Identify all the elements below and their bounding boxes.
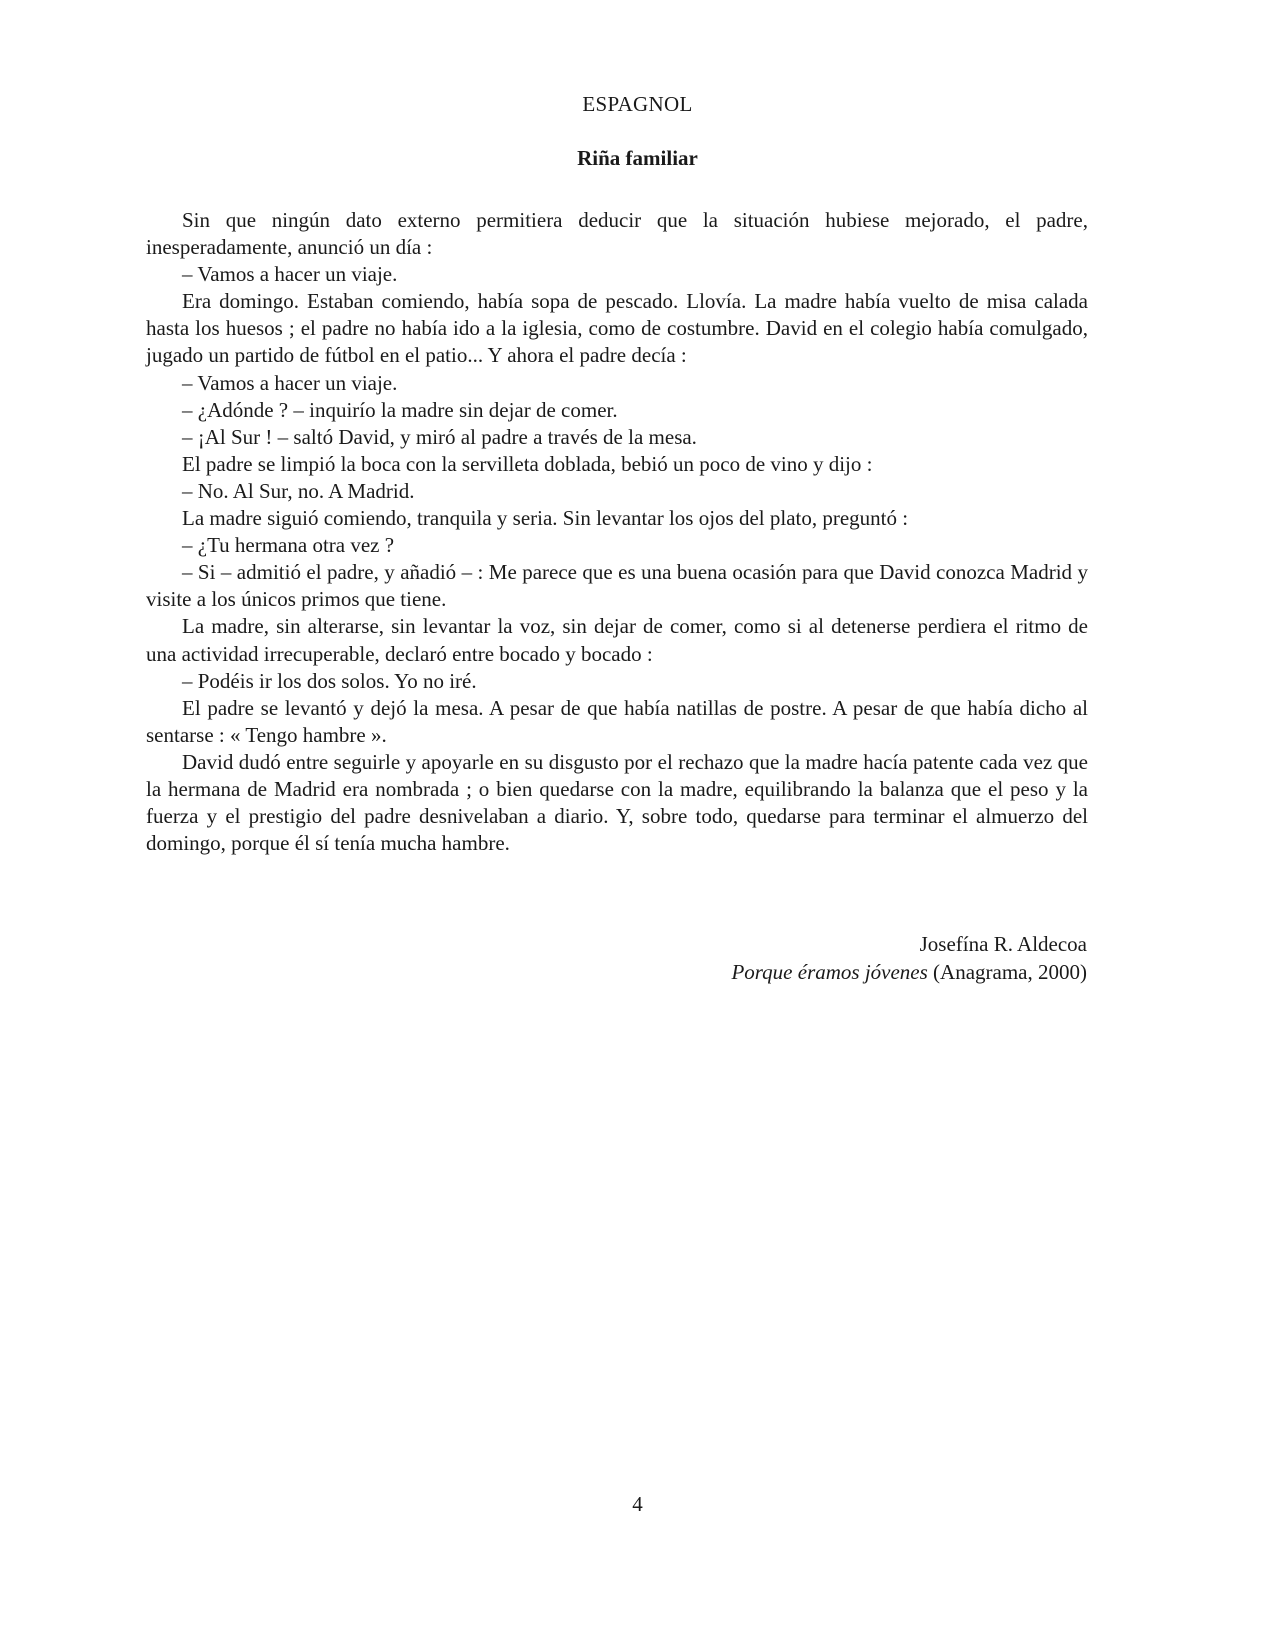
page-number: 4 [632,1492,643,1516]
book-title: Porque éramos jóvenes [731,960,928,984]
paragraph: La madre siguió comiendo, tranquila y seria. Sin levantar los ojos del plato, preguntó : [182,506,909,531]
document-title: Riña familiar [577,146,698,170]
paragraph: – Vamos a hacer un viaje. [182,370,398,395]
author-name: Josefína R. Aldecoa [919,932,1087,956]
section-heading: ESPAGNOL [582,92,693,116]
paragraph: – Vamos a hacer un viaje. [182,262,398,287]
paragraph: La madre, sin alterarse, sin levantar la voz, sin dejar de comer, como si al detenerse perdiera el ritmo de una actividad irrecuperable, declaró entre bocado y bocado : [146,614,1088,666]
paragraph: Era domingo. Estaban comiendo, había sopa de pescado. Llovía. La madre había vuelto de misa calada hasta los huesos ; el padre no había ido a la iglesia, como de costumbre. David en el colegio había comulgado, jugado un partido de fútbol en el patio... Y ahora el padre decía : [146,289,1088,368]
paragraph: – Podéis ir los dos solos. Yo no iré. [182,668,477,693]
paragraph: – Si – admitió el padre, y añadió – : Me parece que es una buena ocasión para que David conozca Madrid y visite a los únicos primos que tiene. [146,560,1088,612]
source-line [731,958,1087,986]
attribution [731,930,1087,986]
paragraph: El padre se limpió la boca con la servilleta doblada, bebió un poco de vino y dijo : [182,451,873,476]
paragraph: El padre se levantó y dejó la mesa. A pesar de que había natillas de postre. A pesar de que había dicho al sentarse : « Tengo hambre ». [146,695,1088,747]
paragraph: – ¿Adónde ? – inquirío la madre sin dejar de comer. [182,397,618,422]
paragraph: Sin que ningún dato externo permitiera deducir que la situación hubiese mejorado, el padre, inesperadamente, anunció un día : [146,208,1088,260]
paragraph: – ¿Tu hermana otra vez ? [182,533,395,558]
paragraph: – No. Al Sur, no. A Madrid. [182,478,415,503]
paragraph: David dudó entre seguirle y apoyarle en su disgusto por el rechazo que la madre hacía patente cada vez que la hermana de Madrid era nombrada ; o bien quedarse con la madre, equilibrando la balanza que el peso y la fuerza y el prestigio del padre desnivelaban a diario. Y, sobre todo, quedarse para terminar el almuerzo del domingo, porque él sí tenía mucha hambre. [146,749,1088,856]
publication-info: (Anagrama, 2000) [933,960,1087,984]
body-text [146,207,1088,857]
paragraph: – ¡Al Sur ! – saltó David, y miró al padre a través de la mesa. [182,424,697,449]
